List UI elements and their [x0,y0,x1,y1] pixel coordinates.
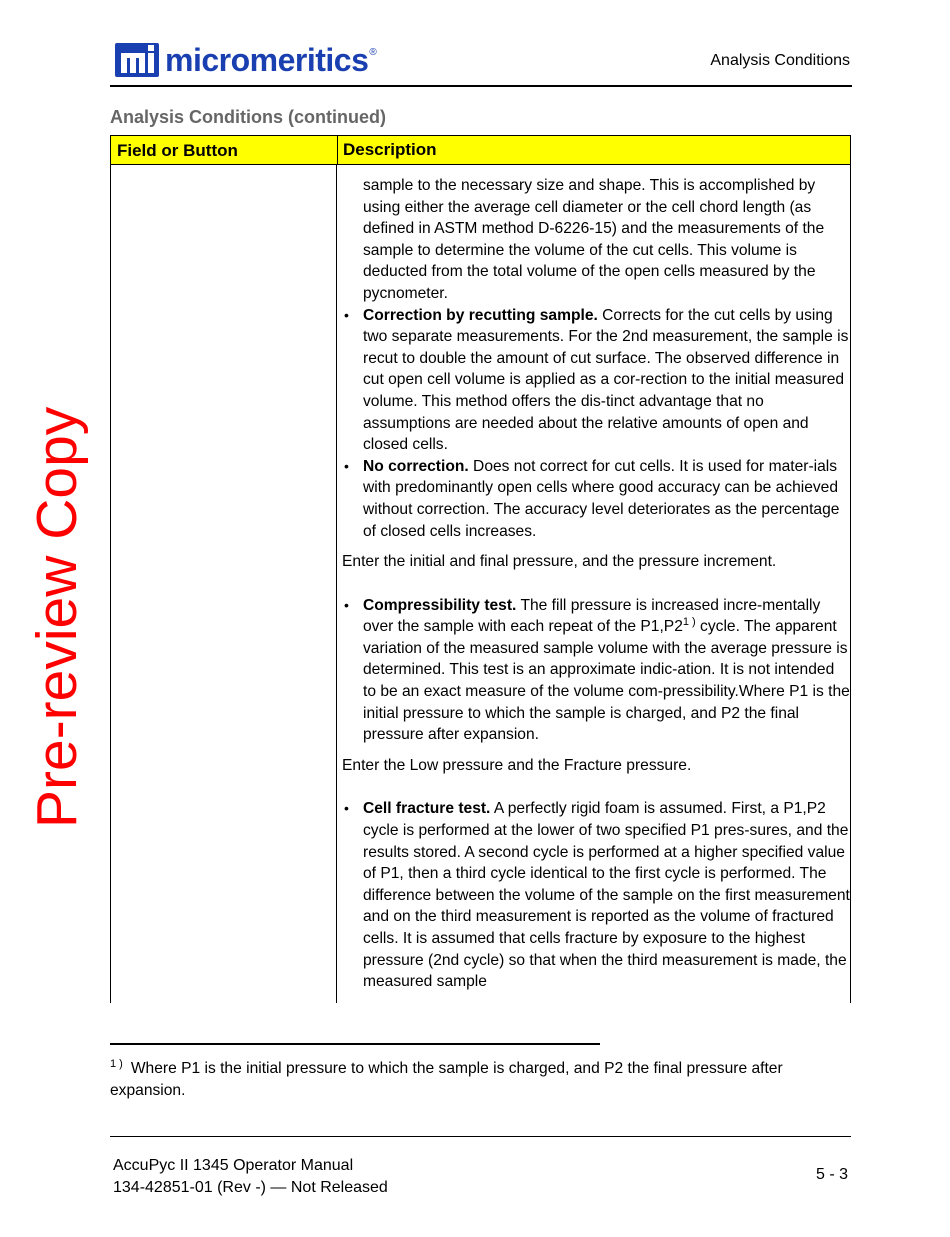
pre-review-watermark: Pre-review Copy [25,406,89,828]
list-item-compressibility [342,595,850,746]
text-no-correction: Does not correct for cut cells. It is used for mater-ials with predominantly open cells where good accuracy can be achieved without correction. The accuracy level deteriorates as the percentage of closed cells increases. [363,457,840,540]
list-item-cell-fracture [342,798,850,992]
footnote-reference[interactable]: 1 ) [682,616,696,629]
page-number: 5 - 3 [815,1166,848,1183]
footnote-marker: 1 ) [110,1057,123,1070]
logo-mark-icon [115,43,159,77]
list-item-no-correction [342,456,850,542]
footnote-text: Where P1 is the initial pressure to which the sample is charged, and P2 the final pressure after expansion. [110,1060,783,1099]
section-title: Analysis Conditions (continued) [110,107,387,127]
continued-paragraph: sample to the necessary size and shape. This is accomplished by using either the average cell diameter or the cell chord length (as defined in ASTM method D-6226-15) and the measurements of the sample to determine the volume of the cut cells. This volume is deducted from the total volume of the open cells measured by the pycnometer. [363,177,825,302]
description-cell [342,175,850,993]
table-left-border [110,165,111,1003]
list-item-recutting [342,305,850,456]
table-right-border [850,165,851,1003]
term-cell-fracture: Cell fracture test. [363,800,491,818]
header-rule [110,85,852,87]
footer-rule [110,1136,851,1137]
footer-left [113,1155,388,1199]
text-recutting: Corrects for the cut cells by using two separate measurements. For the 2nd measurement, the sample is recut to double the amount of cut surface. The observed difference in cut open cell volume is applied as a cor-rection to the initial measured volume. This method offers the dis-tinct advantage that no assumptions are needed about the relative amounts of open and closed cells. [363,306,849,454]
enter-low-fracture-text: Enter the Low pressure and the Fracture pressure. [342,756,692,774]
text-compressibility-1: The fill pressure is increased incre-mentally over the sample with each repeat of the P1,P2 [363,596,821,636]
text-compressibility-2: cycle. The apparent variation of the measured sample volume with the average pressure is determined. This test is an approximate indic-ation. It is not intended to be an exact measure of the volume com-pressibility.Where P1 is the initial pressure to which the sample is charged, and P2 the final pressure after expansion. [363,618,850,744]
micromeritics-logo [115,42,377,78]
footnote [110,1058,850,1102]
logo-registered-mark: ® [369,46,377,58]
enter-pressure-text: Enter the initial and final pressure, and the pressure increment. [342,553,777,571]
conditions-table [110,135,851,1003]
term-recutting: Correction by recutting sample. [363,306,598,324]
footnote-rule [110,1043,600,1045]
manual-title: AccuPyc II 1345 Operator Manual [113,1157,354,1174]
logo-text: micromeritics [165,41,369,78]
text-cell-fracture: A perfectly rigid foam is assumed. First, a P1,P2 cycle is performed at the lower of two specified P1 pres-sures, and the results stored. A second cycle is performed at a higher specified value of P1, then a third cycle identical to the first cycle is performed. The difference between the volume of the sample on the first measurement and on the third measurement is reported as the volume of fractured cells. It is assumed that cells fracture by exposure to the highest pressure (2nd cycle) so that when the third measurement is made, the measured sample [363,800,850,991]
header-divider [337,136,338,164]
column-header-field: Field or Button [117,141,238,160]
table-column-divider [336,165,337,1003]
header-section-name: Analysis Conditions [710,52,850,69]
table-header-row [110,135,851,165]
term-no-correction: No correction. [363,457,469,475]
column-header-description: Description [343,140,437,159]
document-number: 134-42851-01 (Rev -) — Not Released [113,1179,388,1196]
term-compressibility: Compressibility test. [363,596,517,614]
